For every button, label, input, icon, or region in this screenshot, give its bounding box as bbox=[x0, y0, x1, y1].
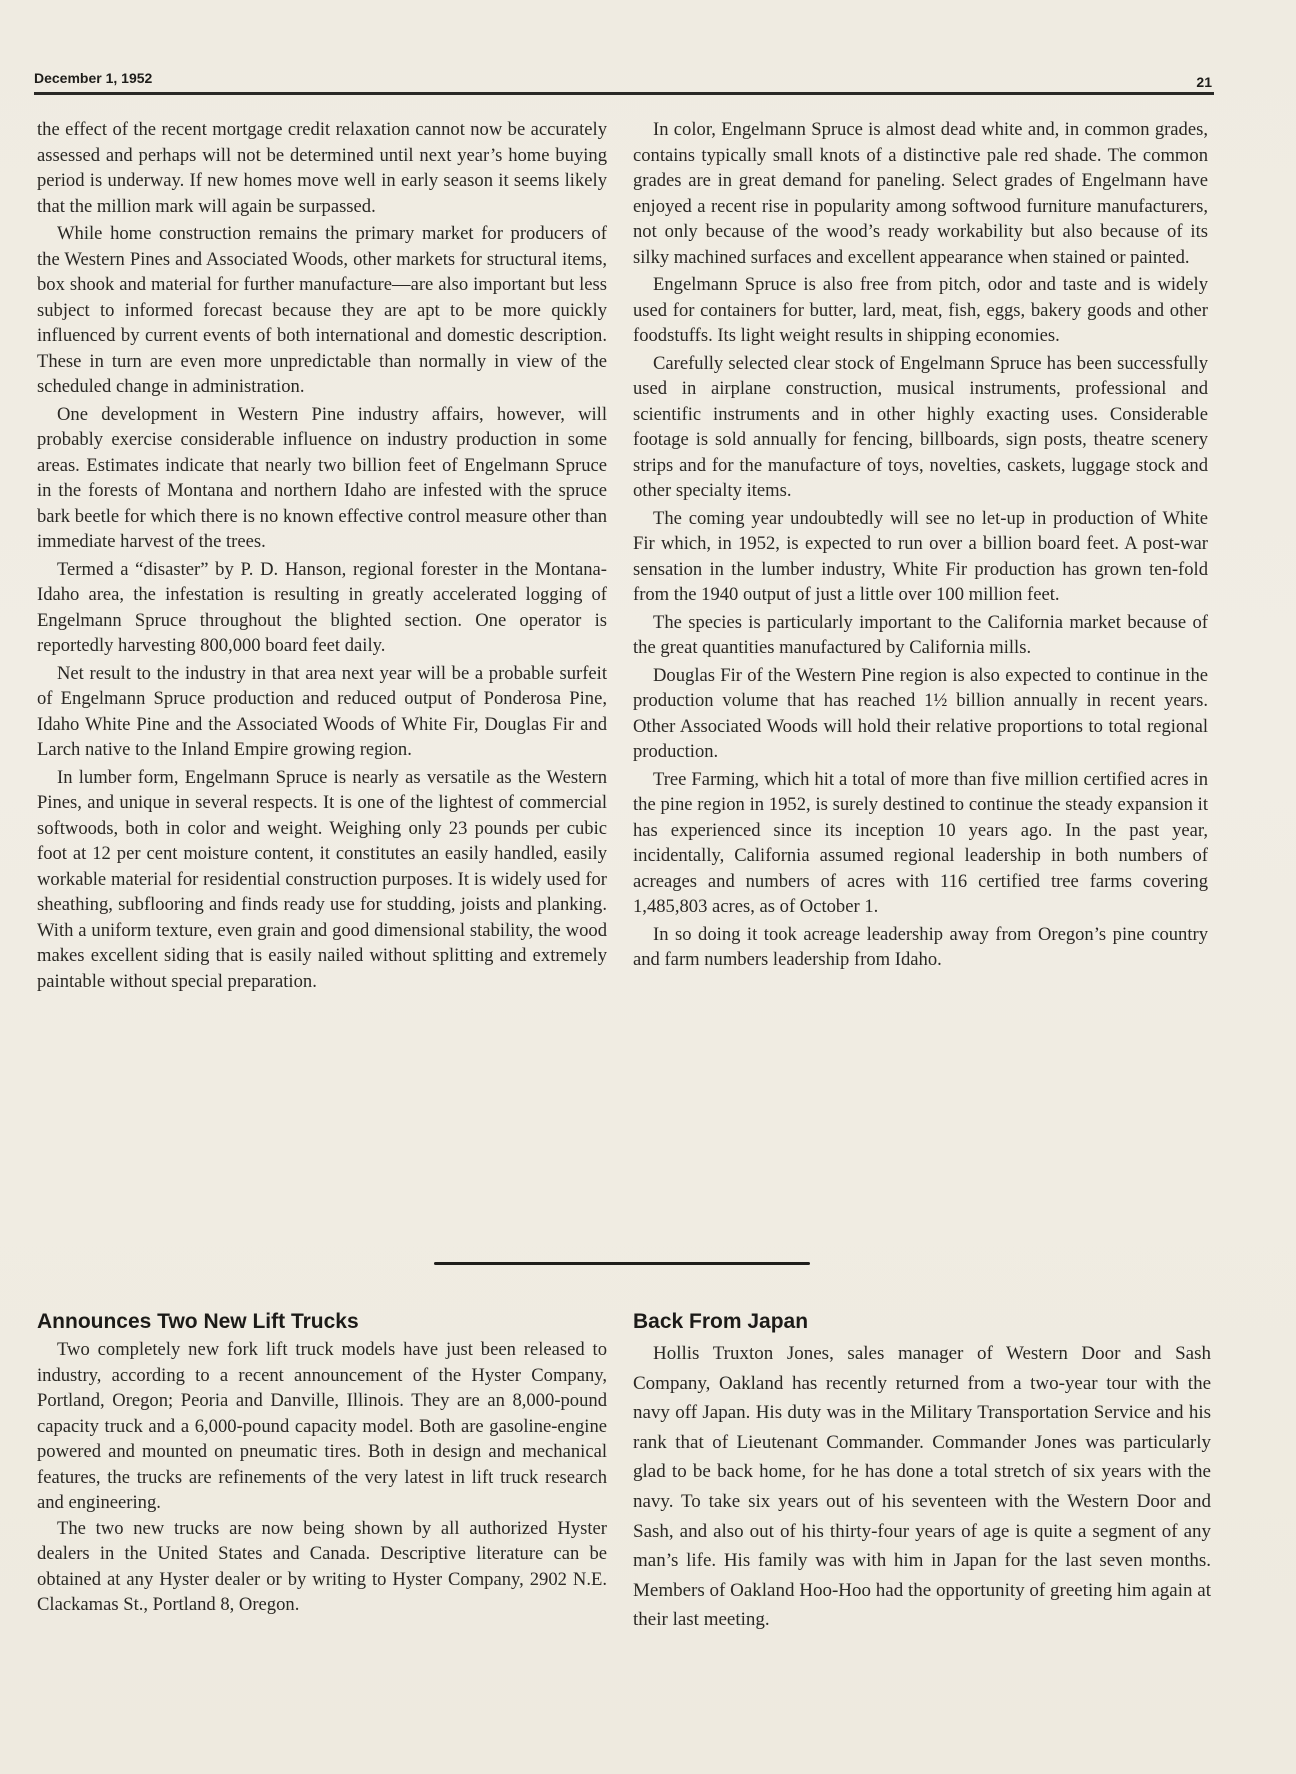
header-rule bbox=[34, 92, 1214, 95]
right-column bbox=[633, 117, 1208, 975]
body-paragraph: Tree Farming, which hit a total of more than five million certified acres in the pine region in 1952, is surely destined to continue the steady expansion it has experienced since its inception 10 years ago. In the past year, incidentally, California assumed regional leadership in both numbers of acreages and numbers of acres with 116 certified tree farms covering 1,485,803 acres, as of October 1. bbox=[633, 768, 1208, 917]
body-paragraph: Termed a “disaster” by P. D. Hanson, regional forester in the Montana-Idaho area, the infestation is resulting in greatly accelerated logging of Engelmann Spruce throughout the blighted section. One operator is reportedly harvesting 800,000 board feet daily. bbox=[37, 558, 607, 656]
body-paragraph: The coming year undoubtedly will see no let-up in production of White Fir which, in 1952, is expected to run over a billion board feet. A post-war sensation in the lumber industry, White Fir production has grown ten-fold from the 1940 output of just a little over 100 million feet. bbox=[633, 507, 1208, 605]
article-lift-trucks bbox=[37, 1309, 607, 1618]
body-paragraph: While home construction remains the primary market for producers of the Western Pines and Associated Woods, other markets for structural items, box shook and material for further manufacture—are also important but less subject to informed forecast because they are apt to be more quickly influenced by current events of both international and domestic description. These in turn are even more unpredictable than normally in view of the scheduled change in administration. bbox=[37, 223, 607, 397]
article-headline: Back From Japan bbox=[633, 1310, 809, 1333]
body-paragraph: Engelmann Spruce is also free from pitch, odor and taste and is widely used for containers for butter, lard, meat, fish, eggs, bakery goods and other foodstuffs. Its light weight results in shipping economies. bbox=[633, 274, 1208, 346]
body-paragraph: the effect of the recent mortgage credit relaxation cannot now be accurately assessed and perhaps will not be determined until next year’s home buying period is underway. If new homes move well in early season it seems likely that the million mark will again be surpassed. bbox=[37, 119, 607, 217]
body-paragraph: Douglas Fir of the Western Pine region is also expected to continue in the production volume that has reached 1½ billion annually in recent years. Other Associated Woods will hold their relative proportions to total regional production. bbox=[633, 664, 1208, 762]
body-paragraph: One development in Western Pine industry affairs, however, will probably exercise considerable influence on industry production in some areas. Estimates indicate that nearly two billion feet of Engelmann Spruce in the forests of Montana and northern Idaho are infested with the spruce bark beetle for which there is no known effective control measure other than immediate harvest of the trees. bbox=[37, 403, 607, 552]
issue-date: December 1, 1952 bbox=[34, 70, 153, 86]
body-paragraph: In lumber form, Engelmann Spruce is nearly as versatile as the Western Pines, and unique in several respects. It is one of the lightest of commercial softwoods, both in color and weight. Weighing only 23 pounds per cubic foot at 12 per cent moisture content, it constitutes an easily handled, easily workable material for residential construction purposes. It is widely used for sheathing, subflooring and finds ready use for studding, joists and planking. With a uniform texture, even grain and good dimensional stability, the wood makes excellent siding that is easily nailed without splitting and extremely paintable without special preparation. bbox=[37, 766, 607, 992]
page-header bbox=[34, 70, 1212, 92]
body-paragraph: The species is particularly important to the California market because of the great quantities manufactured by California mills. bbox=[633, 611, 1208, 658]
body-paragraph: In so doing it took acreage leadership away from Oregon’s pine country and farm numbers leadership from Idaho. bbox=[633, 923, 1208, 970]
article-headline: Announces Two New Lift Trucks bbox=[37, 1310, 359, 1333]
body-paragraph: Carefully selected clear stock of Engelmann Spruce has been successfully used in airplane construction, musical instruments, professional and scientific instruments and in other highly exacting uses. Considerable footage is sold annually for fencing, billboards, sign posts, theatre scenery strips and for the manufacture of toys, novelties, caskets, luggage stock and other specialty items. bbox=[633, 352, 1208, 501]
article-back-from-japan bbox=[633, 1309, 1211, 1635]
body-paragraph: In color, Engelmann Spruce is almost dead white and, in common grades, contains typically small knots of a distinctive pale red shade. The common grades are in great demand for paneling. Select grades of Engelmann have enjoyed a recent rise in popularity among softwood furniture manufacturers, not only because of the wood’s ready workability but also because of its silky machined surfaces and excellent appearance when stained or painted. bbox=[633, 119, 1208, 268]
article-paragraph: Hollis Truxton Jones, sales manager of Western Door and Sash Company, Oakland has recently returned from a two-year tour with the navy off Japan. His duty was in the Military Transportation Service and his rank that of Lieutenant Commander. Commander Jones was particularly glad to be back home, for he has done a total stretch of six years with the navy. To take six years out of his seventeen with the Western Door and Sash, and also out of his thirty-four years of age is quite a segment of any man’s life. His family was with him in Japan for the last seven months. Members of Oakland Hoo-Hoo had the opportunity of greeting him again at their last meeting. bbox=[633, 1343, 1211, 1631]
article-paragraph: Two completely new fork lift truck models have just been released to industry, according to a recent announcement of the Hyster Company, Portland, Oregon; Peoria and Danville, Illinois. They are an 8,000-pound capacity truck and a 6,000-pound capacity model. Both are gasoline-engine powered and mounted on pneumatic tires. Both in design and mechanical features, the trucks are refinements of the very latest in lift truck research and engineering. bbox=[37, 1339, 607, 1513]
body-paragraph: Net result to the industry in that area next year will be a probable surfeit of Engelmann Spruce production and reduced output of Ponderosa Pine, Idaho White Pine and the Associated Woods of White Fir, Douglas Fir and Larch native to the Inland Empire growing region. bbox=[37, 662, 607, 760]
page-number: 21 bbox=[1196, 74, 1212, 90]
section-divider bbox=[434, 1262, 810, 1265]
left-column bbox=[37, 117, 607, 996]
article-paragraph: The two new trucks are now being shown by all authorized Hyster dealers in the United States and Canada. Descriptive literature can be obtained at any Hyster dealer or by writing to Hyster Company, 2902 N.E. Clackamas St., Portland 8, Oregon. bbox=[37, 1517, 607, 1615]
